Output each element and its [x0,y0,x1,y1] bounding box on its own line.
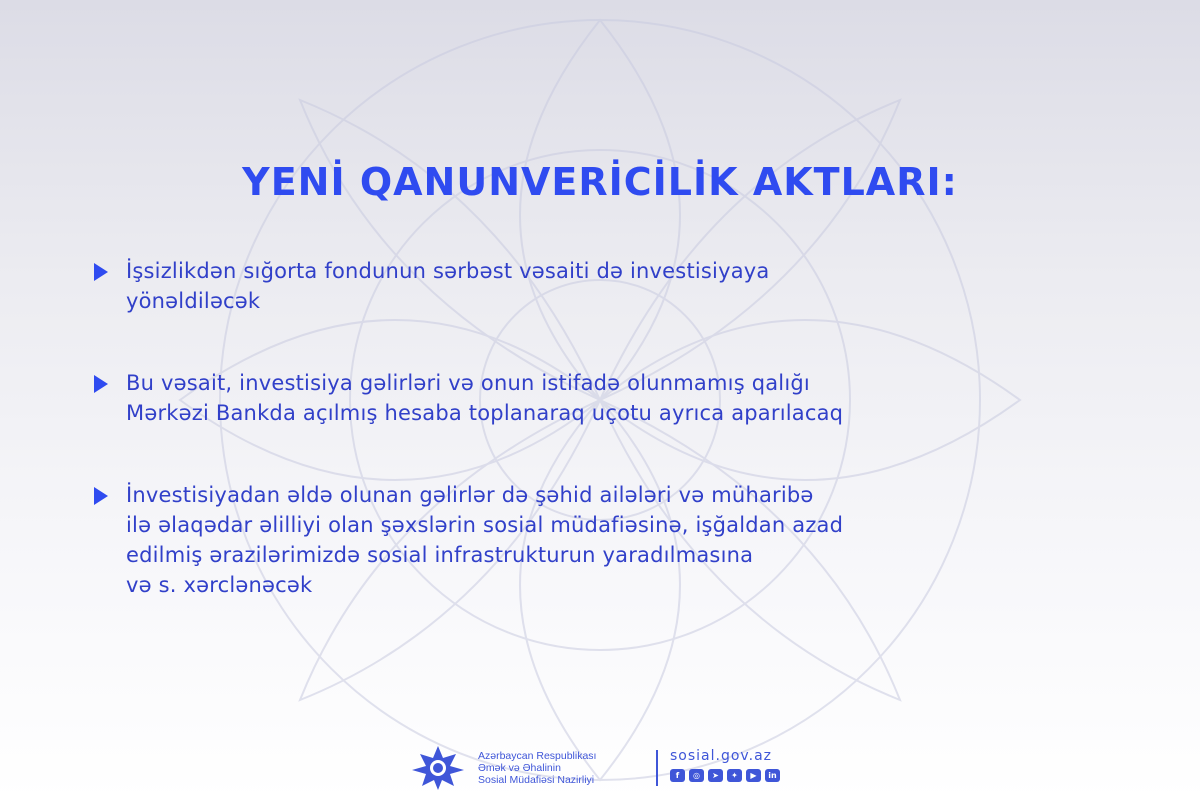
ministry-name-line: Sosial Müdafiəsi Nazirliyi [478,774,595,786]
telegram-icon[interactable]: ➤ [708,769,723,782]
list-item [92,256,1132,316]
bullet-text: İşsizlikdən sığorta fondunun sərbəst vəsaiti də investisiyaya yönəldiləcək [126,259,770,313]
footer [408,744,808,792]
list-item [92,480,1132,600]
triangle-bullet-icon [94,375,108,393]
social-icons [670,769,780,782]
ministry-name-line: Azərbaycan Respublikası [478,750,597,762]
page-title: YENİ QANUNVERİCİLİK AKTLARI: [242,160,958,204]
twitter-icon[interactable]: ✦ [727,769,742,782]
bullet-text: Bu vəsait, investisiya gəlirləri və onun istifadə olunmamış qalığı Mərkəzi Bankda açılmış hesaba toplanaraq uçotu ayrıca aparılacaq [126,371,844,425]
facebook-icon[interactable]: f [670,769,685,782]
ministry-name [478,750,596,786]
website-link[interactable]: sosial.gov.az [670,748,772,764]
youtube-icon[interactable]: ▶ [746,769,761,782]
instagram-icon[interactable]: ◎ [689,769,704,782]
triangle-bullet-icon [94,487,108,505]
footer-divider [656,750,658,786]
ministry-name-line: Əmək və Əhalinin [478,762,561,774]
bullet-list [92,256,1132,652]
list-item [92,368,1132,428]
triangle-bullet-icon [94,263,108,281]
linkedin-icon[interactable]: in [765,769,780,782]
ministry-logo-icon [408,744,468,792]
bullet-text: İnvestisiyadan əldə olunan gəlirlər də şəhid ailələri və müharibə ilə əlaqədar əlilliyi olan şəxslərin sosial müdafiəsinə, işğaldan azad edilmiş ərazilərimizdə sosial infrastrukturun yaradılmasına və s. xərclənəcək [126,483,844,597]
